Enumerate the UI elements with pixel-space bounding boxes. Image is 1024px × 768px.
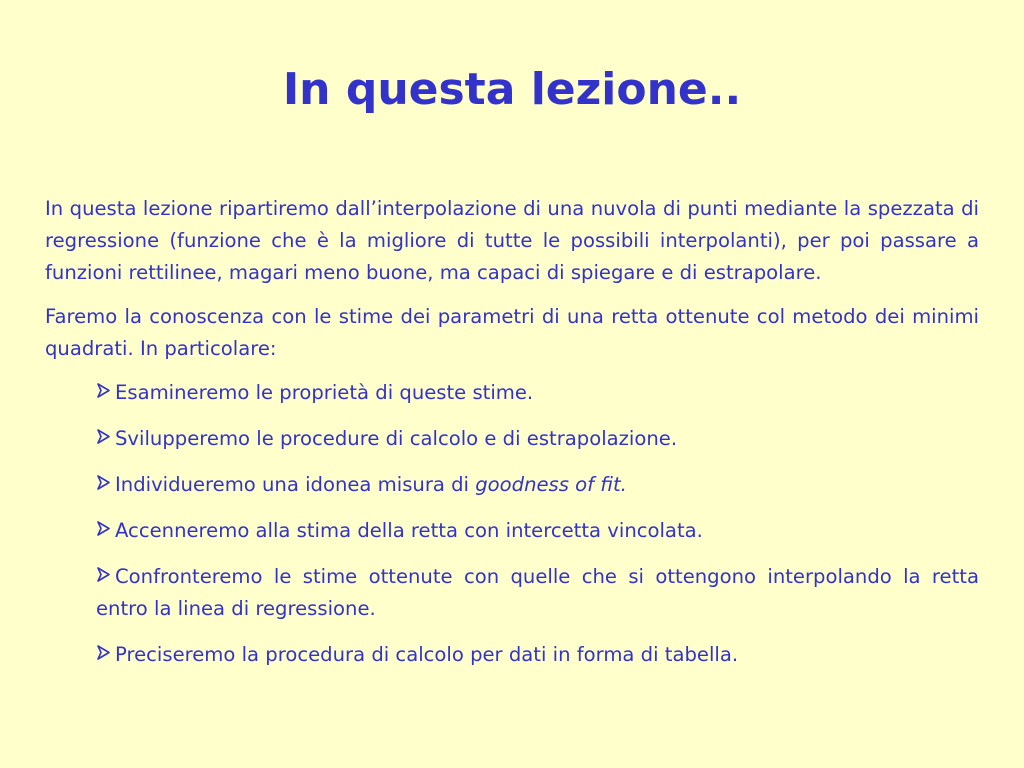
bullet-text: Esamineremo le proprietà di queste stime. (115, 381, 534, 404)
bullet-text: Accenneremo alla stima della retta con intercetta vincolata. (115, 519, 703, 542)
bullet-item (96, 377, 979, 409)
arrow-bullet-icon (96, 383, 115, 398)
bullet-text: Svilupperemo le procedure di calcolo e di estrapolazione. (115, 427, 678, 450)
bullet-item (96, 423, 979, 455)
slide-title: In questa lezione.. (282, 64, 742, 115)
arrow-bullet-icon (96, 645, 115, 660)
bullet-italic-text: goodness of fit. (475, 473, 627, 496)
bullet-text: Preciseremo la procedura di calcolo per dati in forma di tabella. (115, 643, 739, 666)
arrow-bullet-icon (96, 567, 115, 582)
intro-paragraph-2: Faremo la conoscenza con le stime dei parametri di una retta ottenute col metodo dei minimi quadrati. In particolare: (45, 305, 979, 360)
bullet-item (96, 561, 979, 625)
bullet-text: Confronteremo le stime ottenute con quelle che si ottengono interpolando la retta entro la linea di regressione. (96, 565, 979, 620)
bullet-text: Individueremo una idonea misura di (115, 473, 476, 496)
arrow-bullet-icon (96, 429, 115, 444)
bullet-item (96, 469, 979, 501)
bullet-item (96, 639, 979, 671)
slide-body (45, 193, 979, 685)
intro-paragraph-1: In questa lezione ripartiremo dall’interpolazione di una nuvola di punti mediante la spezzata di regressione (funzione che è la migliore di tutte le possibili interpolanti), per poi passare a funzioni rettilinee, magari meno buone, ma capaci di spiegare e di estrapolare. (45, 197, 979, 284)
arrow-bullet-icon (96, 475, 115, 490)
bullet-item (96, 515, 979, 547)
arrow-bullet-icon (96, 521, 115, 536)
bullet-list (45, 377, 979, 671)
